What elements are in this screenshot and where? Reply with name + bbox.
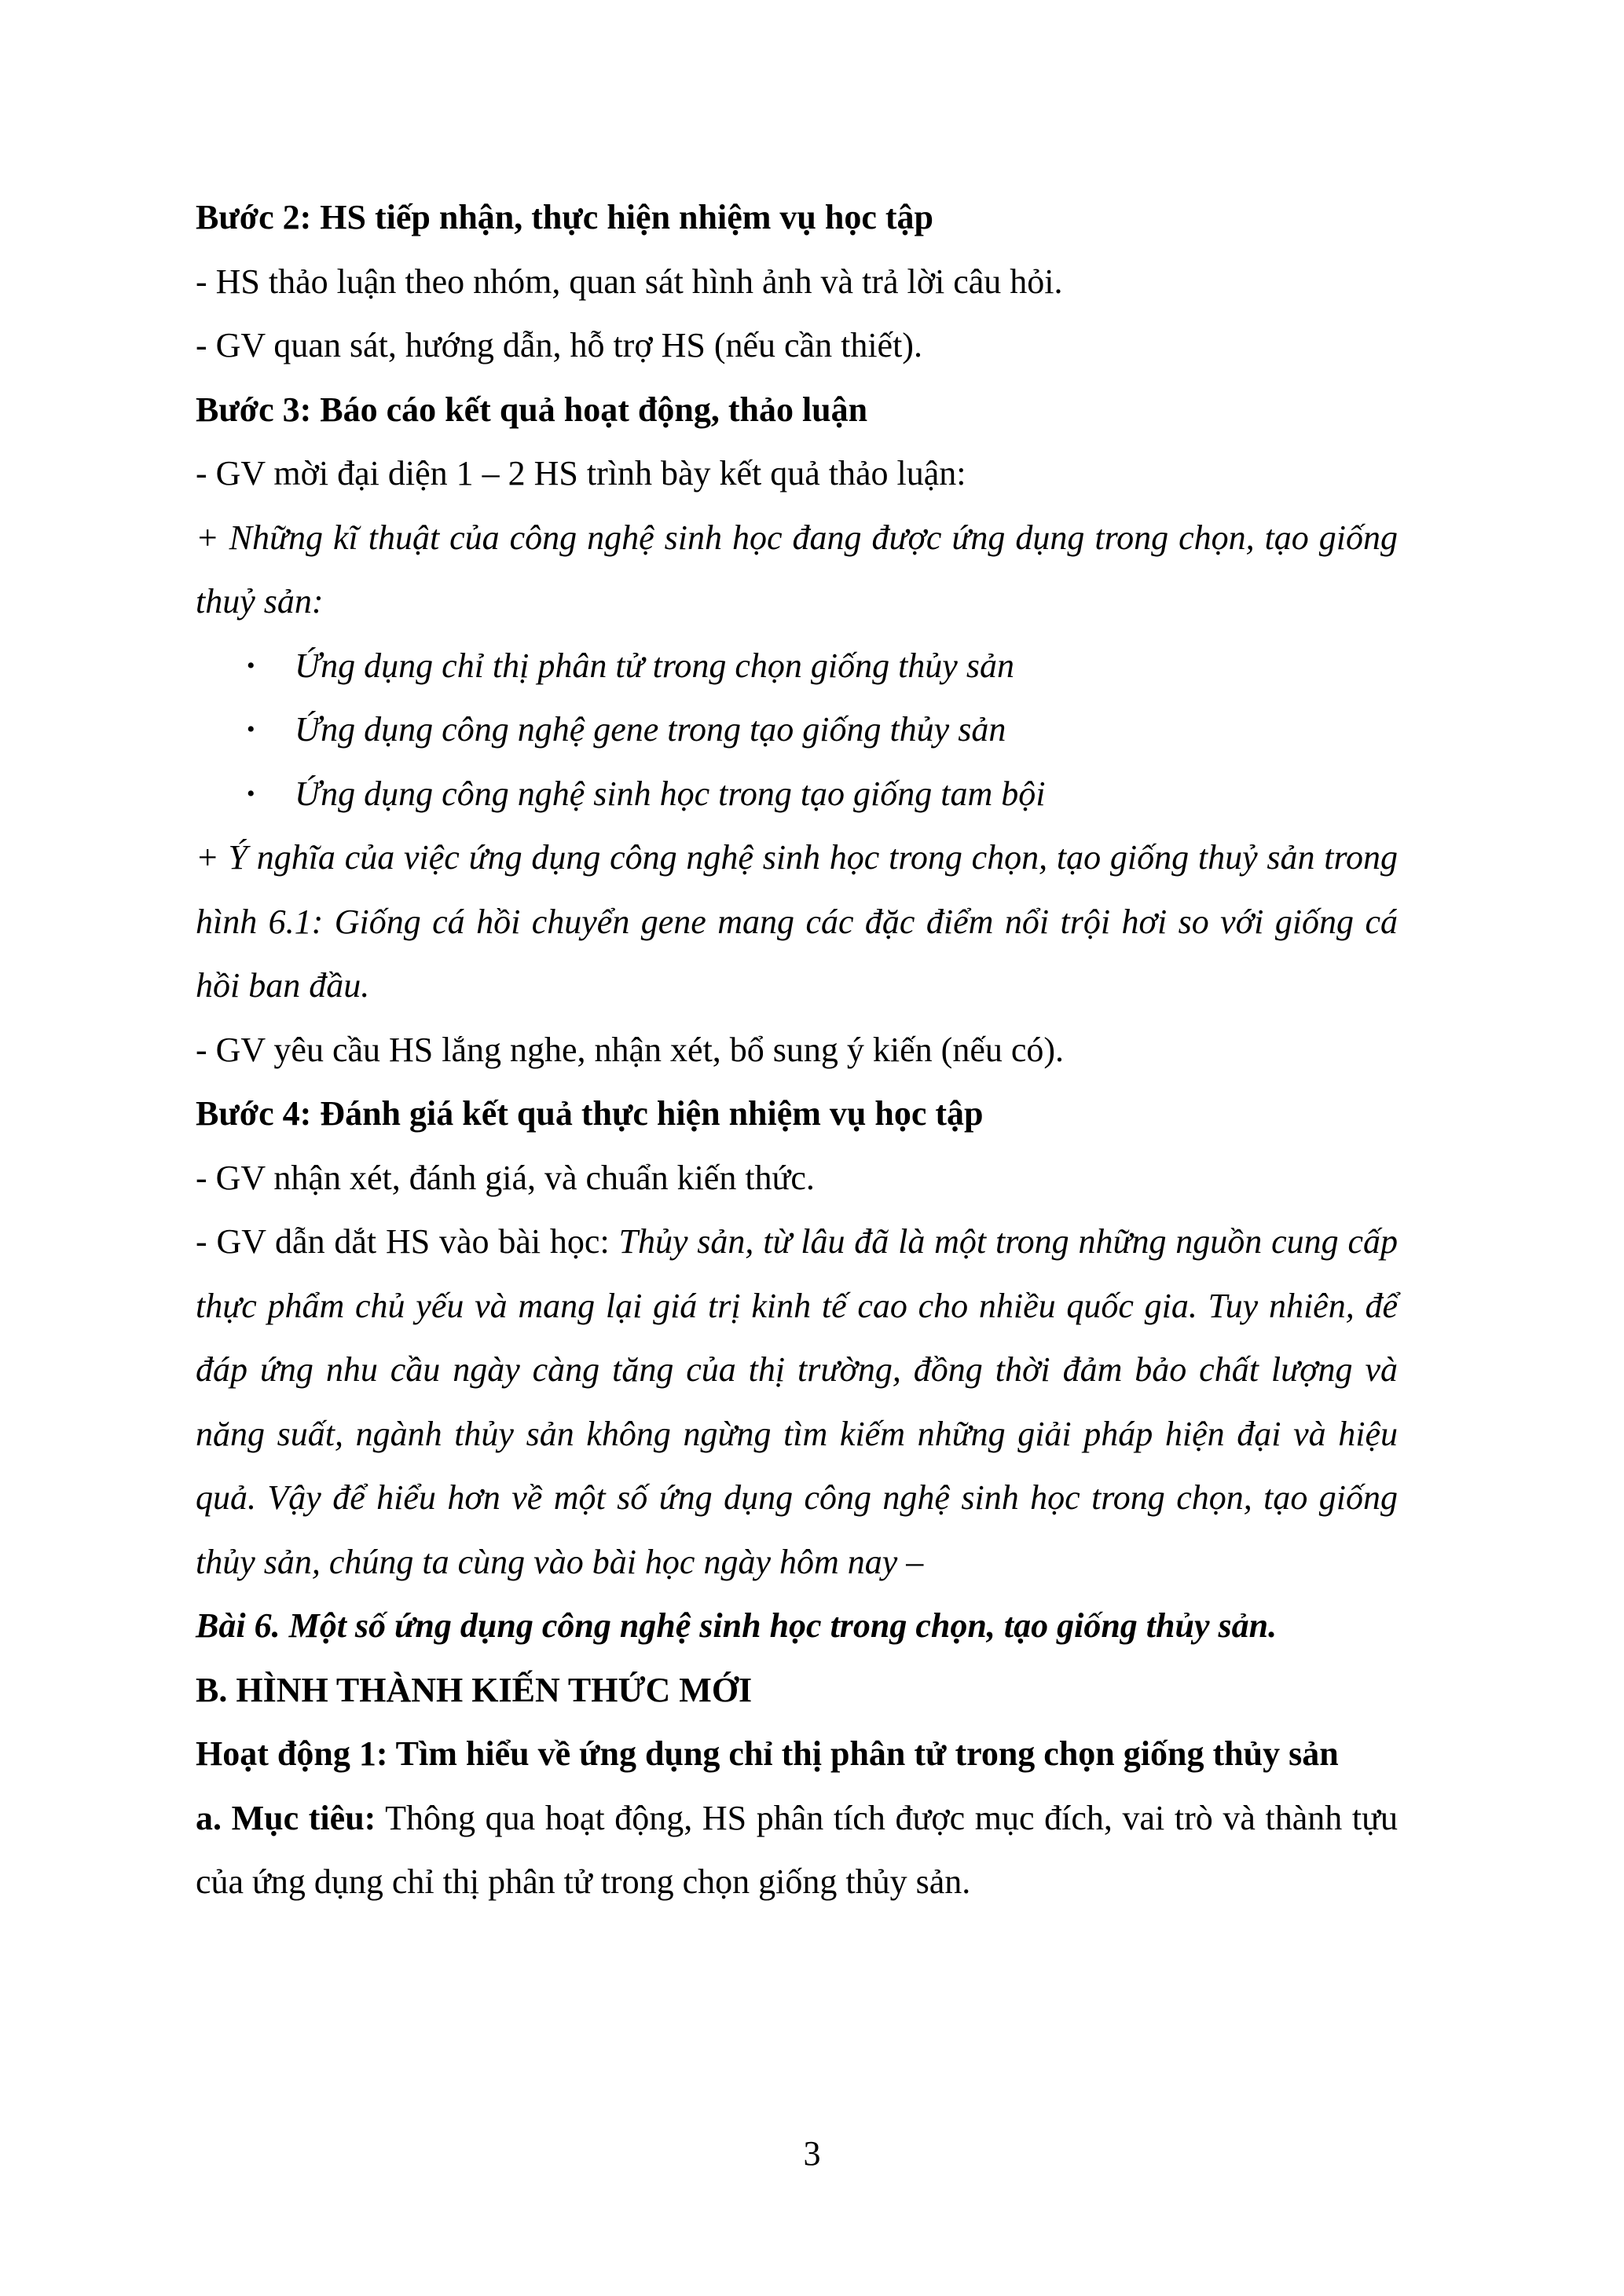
step2-line-2: - GV quan sát, hướng dẫn, hỗ trợ HS (nếu cần thiết).: [196, 326, 922, 364]
step3-heading: Bước 3: Báo cáo kết quả hoạt động, thảo luận: [196, 390, 868, 429]
list-item: [196, 698, 1398, 762]
objective-label: a. Mục tiêu:: [196, 1798, 376, 1837]
page-content: [196, 185, 1398, 1914]
list-item-text: Ứng dụng công nghệ sinh học trong tạo giống tam bội: [295, 774, 1046, 813]
step4-line-1: - GV nhận xét, đánh giá, và chuẩn kiến thức.: [196, 1158, 815, 1197]
page-number: 3: [803, 2134, 821, 2173]
lead-in-prefix: - GV dẫn dắt HS vào bài học:: [196, 1222, 619, 1261]
bullet-icon: •: [247, 716, 255, 742]
lesson-title: Bài 6. Một số ứng dụng công nghệ sinh học trong chọn, tạo giống thủy sản.: [196, 1606, 1278, 1645]
objective-paragraph: [196, 1786, 1398, 1914]
step3-closing: - GV yêu cầu HS lắng nghe, nhận xét, bổ sung ý kiến (nếu có).: [196, 1030, 1065, 1069]
lead-in-paragraph: [196, 1210, 1398, 1594]
bullet-icon: •: [247, 780, 255, 807]
step2-heading: Bước 2: HS tiếp nhận, thực hiện nhiệm vụ học tập: [196, 198, 933, 236]
list-item-text: Ứng dụng công nghệ gene trong tạo giống thủy sản: [295, 710, 1006, 749]
techniques-list: [196, 634, 1398, 826]
step3-intro: - GV mời đại diện 1 – 2 HS trình bày kết quả thảo luận:: [196, 454, 966, 493]
lead-in-italic: Thủy sản, từ lâu đã là một trong những nguồn cung cấp thực phẩm chủ yếu và mang lại giá trị kinh tế cao cho nhiều quốc gia. Tuy nhiên, để đáp ứng nhu cầu ngày càng tăng của thị trường, đồng thời đảm bảo chất lượng và năng suất, ngành thủy sản không ngừng tìm kiếm những giải pháp hiện đại và hiệu quả. Vậy để hiểu hơn về một số ứng dụng công nghệ sinh học trong chọn, tạo giống thủy sản, chúng ta cùng vào bài học ngày hôm nay –: [196, 1222, 1398, 1581]
list-item: [196, 634, 1398, 698]
list-item: [196, 762, 1398, 826]
list-item-text: Ứng dụng chỉ thị phân tử trong chọn giống thủy sản: [295, 646, 1014, 685]
techniques-intro: + Những kĩ thuật của công nghệ sinh học đang được ứng dụng trong chọn, tạo giống thuỷ sản:: [196, 518, 1398, 621]
bullet-icon: •: [247, 652, 255, 679]
step4-heading: Bước 4: Đánh giá kết quả thực hiện nhiệm vụ học tập: [196, 1094, 984, 1133]
meaning-paragraph: + Ý nghĩa của việc ứng dụng công nghệ sinh học trong chọn, tạo giống thuỷ sản trong hình 6.1: Giống cá hồi chuyển gene mang các đặc điểm nổi trội hơi so với giống cá hồi ban đầu.: [196, 838, 1398, 1005]
objective-text: Thông qua hoạt động, HS phân tích được mục đích, vai trò và thành tựu của ứng dụng chỉ thị phân tử trong chọn giống thủy sản.: [196, 1798, 1399, 1901]
activity-1-title: Hoạt động 1: Tìm hiểu về ứng dụng chỉ thị phân tử trong chọn giống thủy sản: [196, 1734, 1339, 1773]
step2-line-1: - HS thảo luận theo nhóm, quan sát hình ảnh và trả lời câu hỏi.: [196, 262, 1063, 301]
section-b-heading: B. HÌNH THÀNH KIẾN THỨC MỚI: [196, 1670, 753, 1709]
